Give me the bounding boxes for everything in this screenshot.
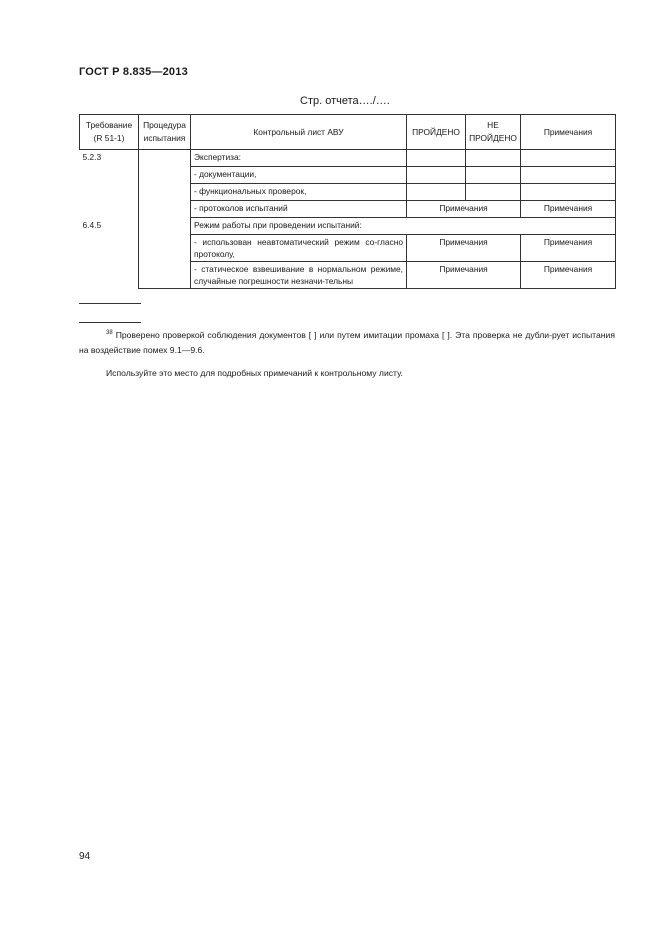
table-row <box>80 201 616 218</box>
requirement-cell <box>80 167 139 184</box>
footnote-separator <box>79 322 141 323</box>
notes-column-header: Примечания <box>521 115 616 150</box>
procedure-cell <box>139 218 191 235</box>
checklist-cell: - протоколов испытаний <box>191 201 407 218</box>
procedure-cell <box>139 150 191 167</box>
checklist-cell: - использован неавтоматический режим со-гласно протоколу, <box>191 235 407 262</box>
checklist-note: Используйте это место для подробных примечаний к контрольному листу. <box>106 368 403 378</box>
passed-column-header: ПРОЙДЕНО <box>407 115 466 150</box>
requirement-cell <box>80 201 139 218</box>
merged-result-cell: Примечания <box>407 235 521 262</box>
table-bottom-rule <box>79 303 141 304</box>
notes-cell: Примечания <box>521 262 616 289</box>
procedure-cell <box>139 262 191 289</box>
notes-cell <box>521 184 616 201</box>
failed-cell <box>466 150 521 167</box>
report-page-counter: Стр. отчета…./…. <box>300 95 390 107</box>
procedure-cell <box>139 235 191 262</box>
document-header: ГОСТ Р 8.835—2013 <box>79 66 188 78</box>
failed-cell <box>466 184 521 201</box>
table-row <box>80 167 616 184</box>
footnote <box>79 326 615 358</box>
requirement-cell <box>80 235 139 262</box>
merged-result-cell: Примечания <box>407 262 521 289</box>
requirement-column-header <box>80 115 139 150</box>
table-row <box>80 184 616 201</box>
checklist-cell: - функциональных проверок, <box>191 184 407 201</box>
table-row <box>80 262 616 289</box>
footnote-text: Проверено проверкой соблюдения документов [ ] или путем имитации промаха [ ]. Эта проверка не дубли-рует испытания на воздействие помех 9.1—9.6. <box>79 330 615 355</box>
requirement-cell: 5.2.3 <box>80 150 139 167</box>
failed-header-line1: НЕ <box>487 120 499 130</box>
procedure-cell <box>139 167 191 184</box>
footnote-number: 38 <box>106 330 113 336</box>
procedure-cell <box>139 184 191 201</box>
table-row <box>80 235 616 262</box>
table-row <box>80 150 616 167</box>
requirement-header-line2: (R 51-1) <box>93 133 125 143</box>
requirement-cell <box>80 262 139 289</box>
failed-header-line2: ПРОЙДЕНО <box>469 133 517 143</box>
failed-cell <box>466 167 521 184</box>
failed-column-header <box>466 115 521 150</box>
procedure-column-header <box>139 115 191 150</box>
procedure-cell <box>139 201 191 218</box>
page-number: 94 <box>79 851 91 862</box>
passed-cell <box>407 167 466 184</box>
requirement-cell <box>80 184 139 201</box>
checklist-column-header: Контрольный лист АВУ <box>191 115 407 150</box>
passed-cell <box>407 150 466 167</box>
procedure-header-line2: испытания <box>143 133 186 143</box>
table-header-row <box>80 115 616 150</box>
section-title-cell: Режим работы при проведении испытаний: <box>191 218 616 235</box>
checklist-cell: - документации, <box>191 167 407 184</box>
table-row <box>80 218 616 235</box>
notes-cell: Примечания <box>521 235 616 262</box>
requirement-cell: 6.4.5 <box>80 218 139 235</box>
requirement-header-line1: Требование <box>85 120 133 130</box>
merged-result-cell: Примечания <box>407 201 521 218</box>
notes-cell <box>521 150 616 167</box>
procedure-header-line1: Процедура <box>143 120 186 130</box>
checklist-cell: - статическое взвешивание в нормальном режиме, случайные погрешности незначи-тельны <box>191 262 407 289</box>
checklist-cell: Экспертиза: <box>191 150 407 167</box>
passed-cell <box>407 184 466 201</box>
notes-cell: Примечания <box>521 201 616 218</box>
notes-cell <box>521 167 616 184</box>
checklist-table <box>79 114 616 289</box>
